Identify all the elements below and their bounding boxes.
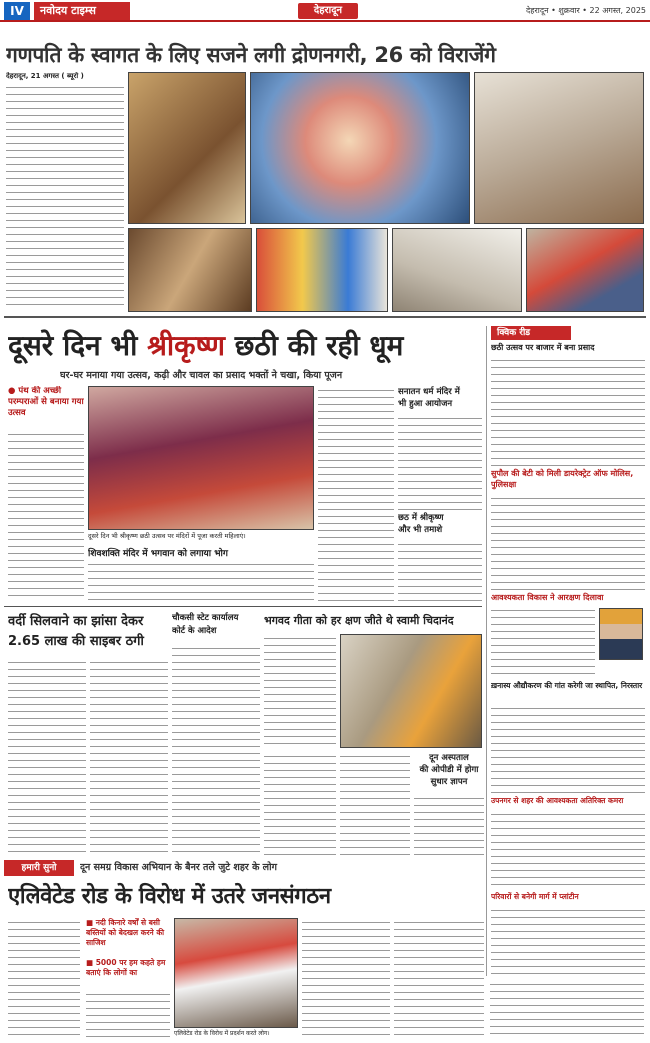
quick-read-headline-6: परिवारों से बनेगी मार्ग में प्लांटीन	[491, 892, 579, 901]
section-divider-1	[4, 316, 646, 318]
quick-read-story-1	[491, 356, 645, 466]
elevated-bullet-2-text: 5000 पर हम कहते हम बताएं कि लोगों का	[86, 958, 166, 977]
right-bottom-story	[490, 980, 644, 1038]
krishna-bullet	[8, 386, 84, 426]
quick-read-story-6	[491, 906, 645, 974]
court-box	[172, 612, 260, 642]
krishna-right-heading-2a: छठ में श्रीकृष्ण	[398, 513, 444, 523]
krishna-right-heading-2b: और भी तमाशे	[398, 525, 443, 535]
masthead	[0, 0, 650, 22]
paper-name: नवोदय टाइम्स	[34, 2, 130, 20]
krishna-headline-highlight: श्रीकृष्ण	[147, 329, 225, 362]
elevated-bullet-1	[86, 918, 170, 958]
bullet-icon: ■	[86, 918, 96, 927]
lead-photo-main-idol	[250, 72, 470, 224]
court-box-headline-2: कोर्ट के आदेश	[172, 626, 217, 636]
quick-read-photo-person	[599, 608, 643, 660]
krishna-story-lower	[88, 560, 314, 602]
lead-photo-idols-right	[474, 72, 644, 224]
quick-read-headline-3: आवश्यकता विकास ने आरक्षण दिलावा	[491, 593, 604, 602]
geeta-story	[264, 634, 336, 748]
krishna-story-right	[398, 414, 482, 510]
geeta-story-3	[340, 752, 410, 856]
krishna-bullet-text: पंथ की अच्छी परम्पराओं से बनाया गया उत्सव	[8, 386, 84, 418]
krishna-right-heading-1b: भी हुआ आयोजन	[398, 399, 453, 409]
dateline: देहरादून • शुक्रवार • 22 अगस्त, 2025	[526, 6, 646, 15]
lead-photo-colourful-idols	[256, 228, 388, 312]
strip-text: दून समग्र विकास अभियान के बैनर तले जुटे शहर के लोग	[80, 862, 277, 873]
elevated-road-headline: एलिवेटेड रोड के विरोध में उतरे जनसंगठन	[8, 884, 331, 909]
krishna-headline-end: छठी की रही धूम	[234, 329, 404, 362]
court-box-headline-1: चौकसी स्टेट कार्यालय	[172, 613, 239, 623]
quick-read-subhead: छठी उत्सव पर बाजार में बना प्रसाद	[491, 343, 595, 352]
dun-headline-1: दून अस्पताल	[429, 753, 469, 763]
elevated-story-2	[86, 990, 170, 1038]
geeta-headline: भगवद गीता को हर क्षण जीते थे स्वामी चिदानंद	[264, 614, 454, 627]
lead-story	[6, 72, 124, 312]
cyber-story	[8, 658, 86, 856]
quick-read-story-4	[491, 704, 645, 794]
quick-read-box	[486, 326, 646, 976]
krishna-right-heading-2	[398, 512, 482, 538]
protest-photo	[174, 918, 298, 1028]
lead-byline: देहरादून, 21 अगस्त ( ब्यूरो )	[6, 72, 84, 80]
lead-photo-idol-stall	[128, 228, 252, 312]
lead-photo-white-idols	[392, 228, 522, 312]
bullet-icon: ■	[86, 958, 96, 967]
krishna-photo-caption: दूसरे दिन भी श्रीकृष्ण छठी उत्सव पर मंदिरों में पूजा करती महिलाएं।	[88, 532, 246, 540]
elevated-story-4	[394, 918, 484, 1038]
page-number: IV	[4, 2, 30, 20]
section-divider-2	[4, 606, 482, 607]
quick-read-story-5	[491, 810, 645, 890]
cyber-headline-line-2: 2.65 लाख की साइबर ठगी	[8, 634, 144, 649]
quick-read-headline-4: ख़नास्य औद्यौकरण की गांत करेगी जा स्थापित, निरस्तार	[491, 681, 643, 690]
krishna-mid-heading: शिवशक्ति मंदिर में भगवान को लगाया भोग	[88, 549, 228, 558]
geeta-story-2	[264, 752, 336, 856]
bottom-strip	[4, 860, 484, 876]
dun-hospital-headline	[414, 752, 484, 792]
krishna-story-left	[8, 430, 84, 600]
bullet-icon: ●	[8, 386, 19, 396]
elevated-story-1	[8, 918, 80, 1038]
elevated-bullet-2	[86, 958, 170, 988]
krishna-story-right-2	[398, 540, 482, 602]
cyber-headline-line-1: वर्दी सिलवाने का झांसा देकर	[8, 614, 144, 629]
court-box-story	[172, 644, 260, 856]
krishna-right-heading-1	[398, 386, 482, 412]
quick-read-headline-5: उपनगर से शहर की आवश्यकता अतिरिक्त कमरा	[491, 796, 624, 805]
section-label: देहरादून	[298, 3, 358, 19]
quick-read-headline-2: सुपौल की बेटी को मिली डायरेक्ट्रेट ऑफ मोलिस, पुलिसक्षा	[491, 469, 634, 489]
krishna-headline	[8, 326, 478, 366]
elevated-story-3	[302, 918, 390, 1038]
lead-photo-artisan	[526, 228, 644, 312]
quick-read-story-2	[491, 494, 645, 590]
lead-story-text	[6, 83, 124, 311]
elevated-bullets	[86, 918, 170, 988]
elevated-bullet-1-text: नदी किनारे वर्षों से बसी बस्तियों को बेदखल करने की साजिश	[86, 918, 165, 947]
dun-hospital-story	[414, 794, 484, 856]
strip-label: हमारी सुनो	[4, 860, 74, 876]
cyber-story-2	[90, 658, 168, 856]
geeta-photo	[340, 634, 482, 748]
krishna-story-middle	[318, 386, 394, 602]
cyber-headline	[8, 612, 178, 654]
lead-photo-ganesh-idols	[128, 72, 246, 224]
krishna-photo	[88, 386, 314, 530]
krishna-subhead: घर-घर मनाया गया उत्सव, कढ़ी और चावल का प्रसाद भक्तों ने चखा, किया पूजन	[60, 370, 343, 381]
quick-read-story-3	[491, 606, 595, 678]
dun-headline-3: सुधार ज्ञापन	[430, 777, 468, 787]
krishna-headline-start: दूसरे दिन भी	[8, 329, 138, 362]
dun-headline-2: की ओपीडी में होगा	[419, 765, 479, 775]
krishna-right-heading-1a: सनातन धर्म मंदिर में	[398, 387, 460, 397]
protest-photo-caption: एलिवेटेड रोड के विरोध में प्रदर्शन करते लोग।	[174, 1030, 270, 1037]
quick-read-label: क्विक रीड	[491, 326, 571, 340]
lead-headline: गणपति के स्वागत के लिए सजने लगी द्रोणनगरी, 26 को विराजेंगे	[6, 43, 496, 67]
